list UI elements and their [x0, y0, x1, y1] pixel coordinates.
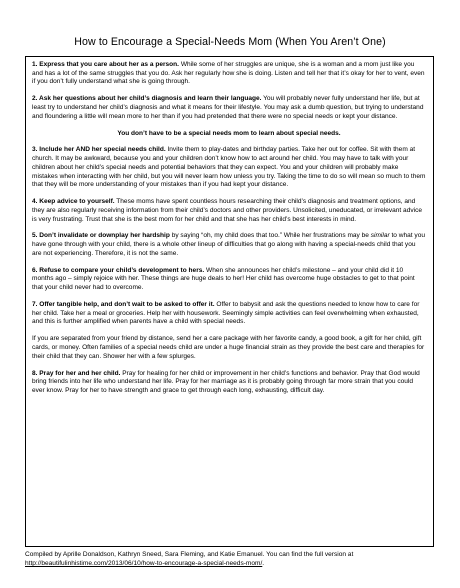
tip-5 [32, 232, 426, 258]
footer-period: . [262, 560, 265, 567]
tip-7-body: Offer to babysit and ask the questions needed to know how to care for her child. Take her a meal or groceries. Help her with housework. Seemingly simple activities can feel overwhelming when exhausted, and this is further amplified when parents have a child with special needs. [32, 301, 420, 326]
tip-3-heading: 3. Include her AND her special needs child. [32, 146, 166, 154]
tip-7 [32, 301, 426, 327]
footer-credits [25, 550, 440, 568]
tip-3-body: Invite them to play-dates and birthday parties. Take her out for coffee. Sit with them at church. It may be awkward, because you and your children don’t know how to act around her child. You may have to talk with your children about her child’s special needs and potential behaviors that they can expect. You and your children will probably make mistakes when interacting with her child, but you will never learn how unless you try. Taking the time to do so will mean so much to them that they will be more understanding of your mistakes than if you had kept your distance. [32, 146, 426, 189]
tip-2-heading: 2. Ask her questions about her child’s diagnosis and learn their language. [32, 95, 262, 103]
tip-1 [32, 61, 426, 87]
tip-4-body: These moms have spent countless hours researching their child’s diagnosis and treatment options, and they are also regularly receiving information from their child’s doctors and other providers. Unsolicited, uneducated, or irrelevant advice is very frustrating. Trust that she is the best mom for her child and that she has her child’s best interests in mind. [32, 198, 422, 223]
center-note: You don’t have to be a special needs mom to learn about special needs. [117, 129, 341, 137]
tip-6 [32, 267, 426, 293]
tip-1-body: While some of her struggles are unique, she is a woman and a mom just like you and has a lot of the same struggles that you do. Ask her regularly how she is doing. Listen and tell her that it’s okay for her to vent, even if you don’t fully understand what she is going through. [32, 61, 425, 86]
tip-5-body-b: to what you have gone through with your child, there is a whole other lineup of difficulties that go along with having a special-needs child that you are not experiencing. Therefore, it is not the same. [32, 232, 425, 257]
tip-7-continued: If you are separated from your friend by distance, send her a care package with her favorite candy, a good book, a gift for her child, gift cards, or money. Often families of a special needs child are under a huge financial strain as they provide the best care and therapies for their child that they can. Shower her with a few splurges. [32, 335, 425, 360]
footer-text: Compiled by Aprille Donaldson, Kathryn Sneed, Sara Fleming, and Katie Emanuel. You can find the full version at [25, 551, 354, 558]
tip-4 [32, 198, 426, 224]
tip-8-body: Pray for healing for her child or improvement in her child’s functions and behavior. Pray that God would bring friends into her life who understand her life. Pray for her marriage as it is probably going through far more strain that you could ever know. Pray for her to have strength and grace to get through each long, exhausting, difficult day. [32, 369, 420, 395]
tip-3 [32, 146, 426, 190]
tip-8 [32, 370, 426, 396]
tip-5-heading: 5. Don’t invalidate or downplay her hardship [32, 232, 170, 240]
tip-8-heading: 8. Pray for her and her child. [32, 369, 121, 377]
tip-7-heading: 7. Offer tangible help, and don’t wait to be asked to offer it. [32, 301, 215, 309]
document-title: How to Encourage a Special-Needs Mom (When You Aren’t One) [74, 36, 386, 48]
tip-6-body: When she announces her child’s milestone – and your child did it 10 months ago – simply rejoice with her. These things are huge deals to her! Her child has overcome huge obstacles to get to that point that your child never had to overcome. [32, 266, 415, 292]
tips-box [25, 56, 434, 547]
tip-5-emphasis: similar [370, 232, 390, 240]
tip-6-heading: 6. Refuse to compare your child’s development to hers. [32, 266, 205, 274]
tip-4-heading: 4. Keep advice to yourself. [32, 198, 115, 206]
tip-5-body-a: by saying “oh, my child does that too.” While her frustrations may be [169, 232, 371, 240]
tip-2 [32, 95, 426, 121]
tip-2-body: You will probably never fully understand her life, but at least try to understand her child’s diagnosis and what it means for their lifestyle. You may ask a dumb question, but trying to understand and floundering a little will mean more to her than if you had pretended that there were no special needs or kept your distance. [32, 95, 424, 120]
source-link[interactable]: http://beautifulinhistime.com/2013/06/10/how-to-encourage-a-special-needs-mom/ [25, 560, 263, 567]
tip-1-heading: 1. Express that you care about her as a person. [32, 61, 179, 68]
